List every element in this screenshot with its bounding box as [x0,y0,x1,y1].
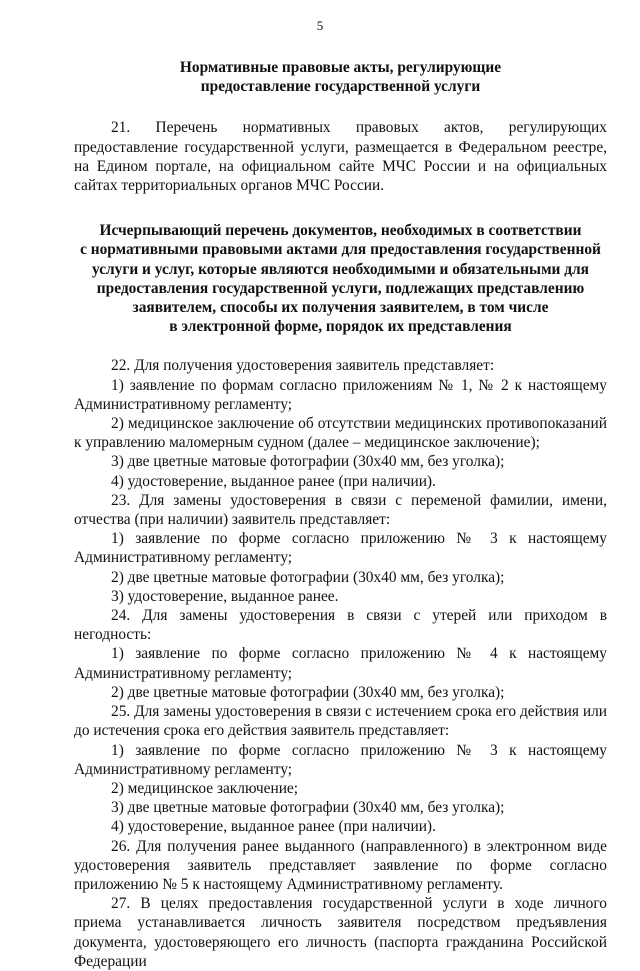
paragraph: 24. Для замены удостоверения в связи с утерей или приходом в негодность: [74,607,607,644]
page-number: 5 [316,18,324,33]
list-item: 1) заявление по формам согласно приложениям № 1, № 2 к настоящему Административному регламенту; [74,376,607,413]
paragraph: 21. Перечень нормативных правовых актов, регулирующих предоставление государственной услуги, размещается в Федеральном реестре, на Едином портале, на официальном сайте МЧС России и на официальных сайтах территориальных органов МЧС России. [74,119,607,195]
list-item: 3) две цветные матовые фотографии (30х40 мм, без уголка); [111,799,505,817]
list-item: 2) медицинское заключение; [111,779,299,797]
heading-line: предоставления государственной услуги, подлежащих представлению [96,279,585,297]
heading-line: с нормативными правовыми актами для предоставления государственной [80,241,601,259]
list-item: 3) удостоверение, выданное ранее. [111,587,339,605]
list-item: 2) две цветные матовые фотографии (30х40 мм, без уголка); [111,683,505,701]
heading-line: предоставление государственной услуги [200,78,481,96]
list-item: 1) заявление по форме согласно приложению № 3 к настоящему Административному регламенту; [74,741,607,778]
heading-line: Исчерпывающий перечень документов, необходимых в соответствии [99,222,582,240]
section-heading-documents-list [74,221,607,336]
list-item: 3) две цветные матовые фотографии (30х40 мм, без уголка); [111,453,505,471]
paragraph: 27. В целях предоставления государственной услуги в ходе личного приема устанавливается личность заявителя посредством предъявления документа, удостоверяющего его личность (паспорта гражданина Российской Федерации [74,895,607,970]
paragraph: 23. Для замены удостоверения в связи с переменой фамилии, имени, отчества (при наличии) заявитель представляет: [74,491,607,529]
list-item: 4) удостоверение, выданное ранее (при наличии). [111,472,436,490]
paragraph: 22. Для получения удостоверения заявитель представляет: [111,357,495,375]
list-item: 2) медицинское заключение об отсутствии медицинских противопоказаний к управлению маломерным судном (далее – медицинское заключение); [74,415,607,452]
list-item: 1) заявление по форме согласно приложению № 4 к настоящему Административному регламенту; [74,645,607,682]
heading-line: услуги и услуг, которые являются необходимыми и обязательными для [91,260,590,278]
heading-line: заявителем, способы их получения заявителем, в том числе [132,299,549,317]
heading-line: Нормативные правовые акты, регулирующие [179,59,502,76]
section-heading-legal-acts [74,58,607,96]
list-item: 4) удостоверение, выданное ранее (при наличии). [111,818,436,836]
heading-line: в электронной форме, порядок их представления [169,318,512,336]
paragraph: 26. Для получения ранее выданного (направленного) в электронном виде удостоверения заявитель представляет заявление по форме согласно приложению № 5 к настоящему Административному регламенту. [74,837,607,893]
document-body [74,58,607,971]
paragraph: 25. Для замены удостоверения в связи с истечением срока его действия или до истечения срока его действия заявитель представляет: [74,703,607,740]
list-item: 2) две цветные матовые фотографии (30х40 мм, без уголка); [111,568,505,586]
list-item: 1) заявление по форме согласно приложению № 3 к настоящему Административному регламенту; [74,530,607,567]
